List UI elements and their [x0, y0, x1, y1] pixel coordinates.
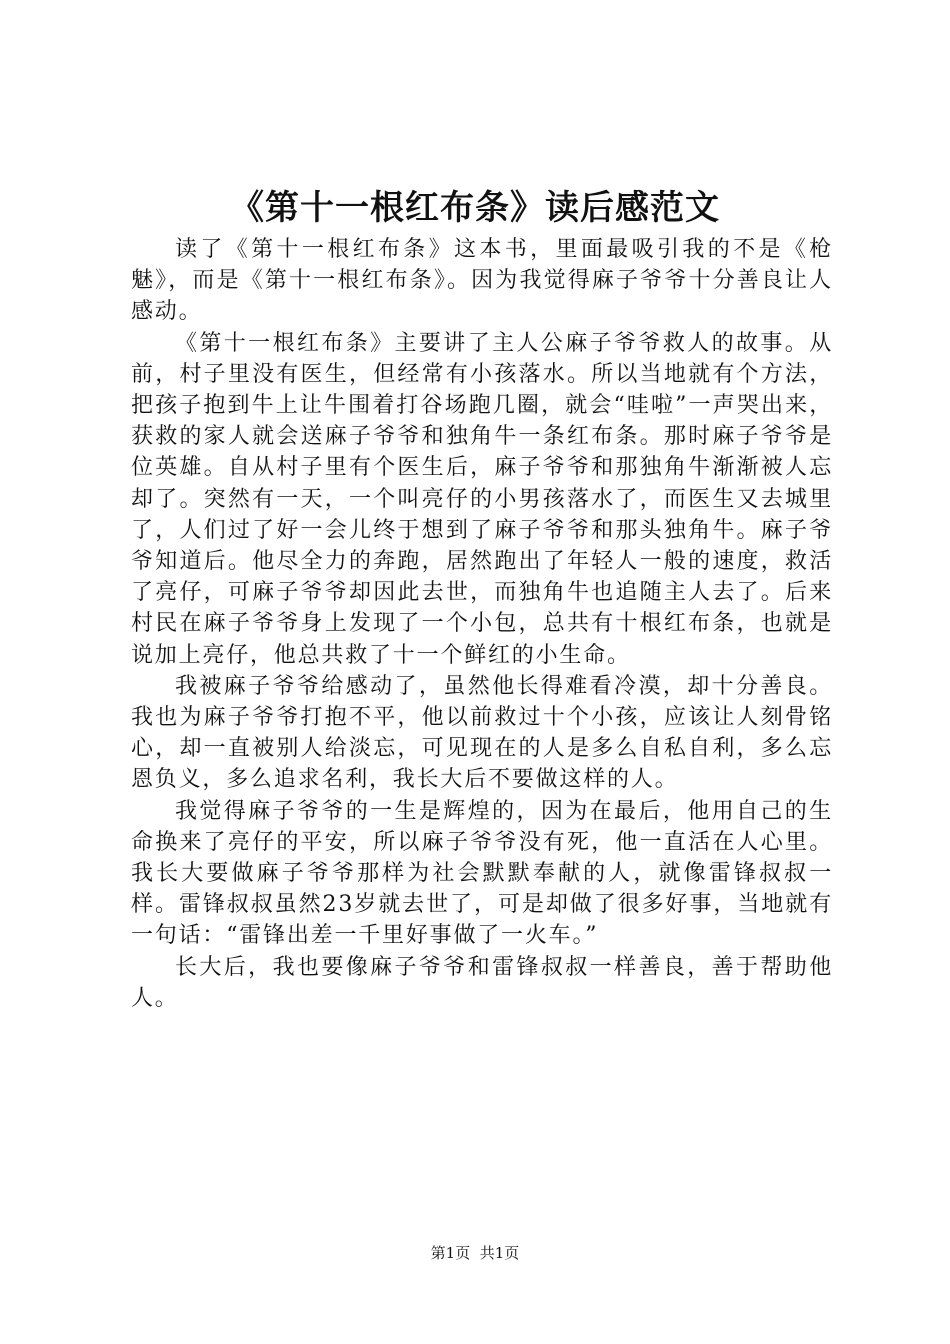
document-body: [131, 234, 833, 1014]
page-number: 第1页: [430, 1244, 471, 1262]
paragraph-2: 《第十一根红布条》主要讲了主人公麻子爷爷救人的故事。从前，村子里没有医生，但经常有小孩落水。所以当地就有个方法，把孩子抱到牛上让牛围着打谷场跑几圈，就会“哇啦”一声哭出来，获救的家人就会送麻子爷爷和独角牛一条红布条。那时麻子爷爷是位英雄。自从村子里有个医生后，麻子爷爷和那独角牛渐渐被人忘却了。突然有一天，一个叫亮仔的小男孩落水了，而医生又去城里了，人们过了好一会儿终于想到了麻子爷爷和那头独角牛。麻子爷爷知道后。他尽全力的奔跑，居然跑出了年轻人一般的速度，救活了亮仔，可麻子爷爷却因此去世，而独角牛也追随主人去了。后来村民在麻子爷爷身上发现了一个小包，总共有十根红布条，也就是说加上亮仔，他总共救了十一个鲜红的小生命。: [131, 330, 833, 668]
paragraph-3: 我被麻子爷爷给感动了，虽然他长得难看冷漠，却十分善良。我也为麻子爷爷打抱不平，他以前救过十个小孩，应该让人刻骨铭心，却一直被别人给淡忘，可见现在的人是多么自私自利，多么忘恩负义，多么追求名利，我长大后不要做这样的人。: [131, 673, 833, 793]
paragraph-5: 长大后，我也要像麻子爷爷和雷锋叔叔一样善良，善于帮助他人。: [131, 954, 833, 1011]
paragraph-4: 我觉得麻子爷爷的一生是辉煌的，因为在最后，他用自己的生命换来了亮仔的平安，所以麻子爷爷没有死，他一直活在人心里。我长大要做麻子爷爷那样为社会默默奉献的人，就像雷锋叔叔一样。雷锋叔叔虽然23岁就去世了，可是却做了很多好事，当地就有一句话：“雷锋出差一千里好事做了一火车。”: [131, 798, 833, 949]
paragraph-1: 读了《第十一根红布条》这本书，里面最吸引我的不是《枪魅》，而是《第十一根红布条》。因为我觉得麻子爷爷十分善良让人感动。: [131, 237, 833, 325]
footer-separator: [470, 1244, 480, 1262]
page-footer: [0, 1241, 950, 1265]
page-total: 共1页: [479, 1244, 520, 1262]
document-title: 《第十一根红布条》读后感范文: [230, 188, 720, 228]
